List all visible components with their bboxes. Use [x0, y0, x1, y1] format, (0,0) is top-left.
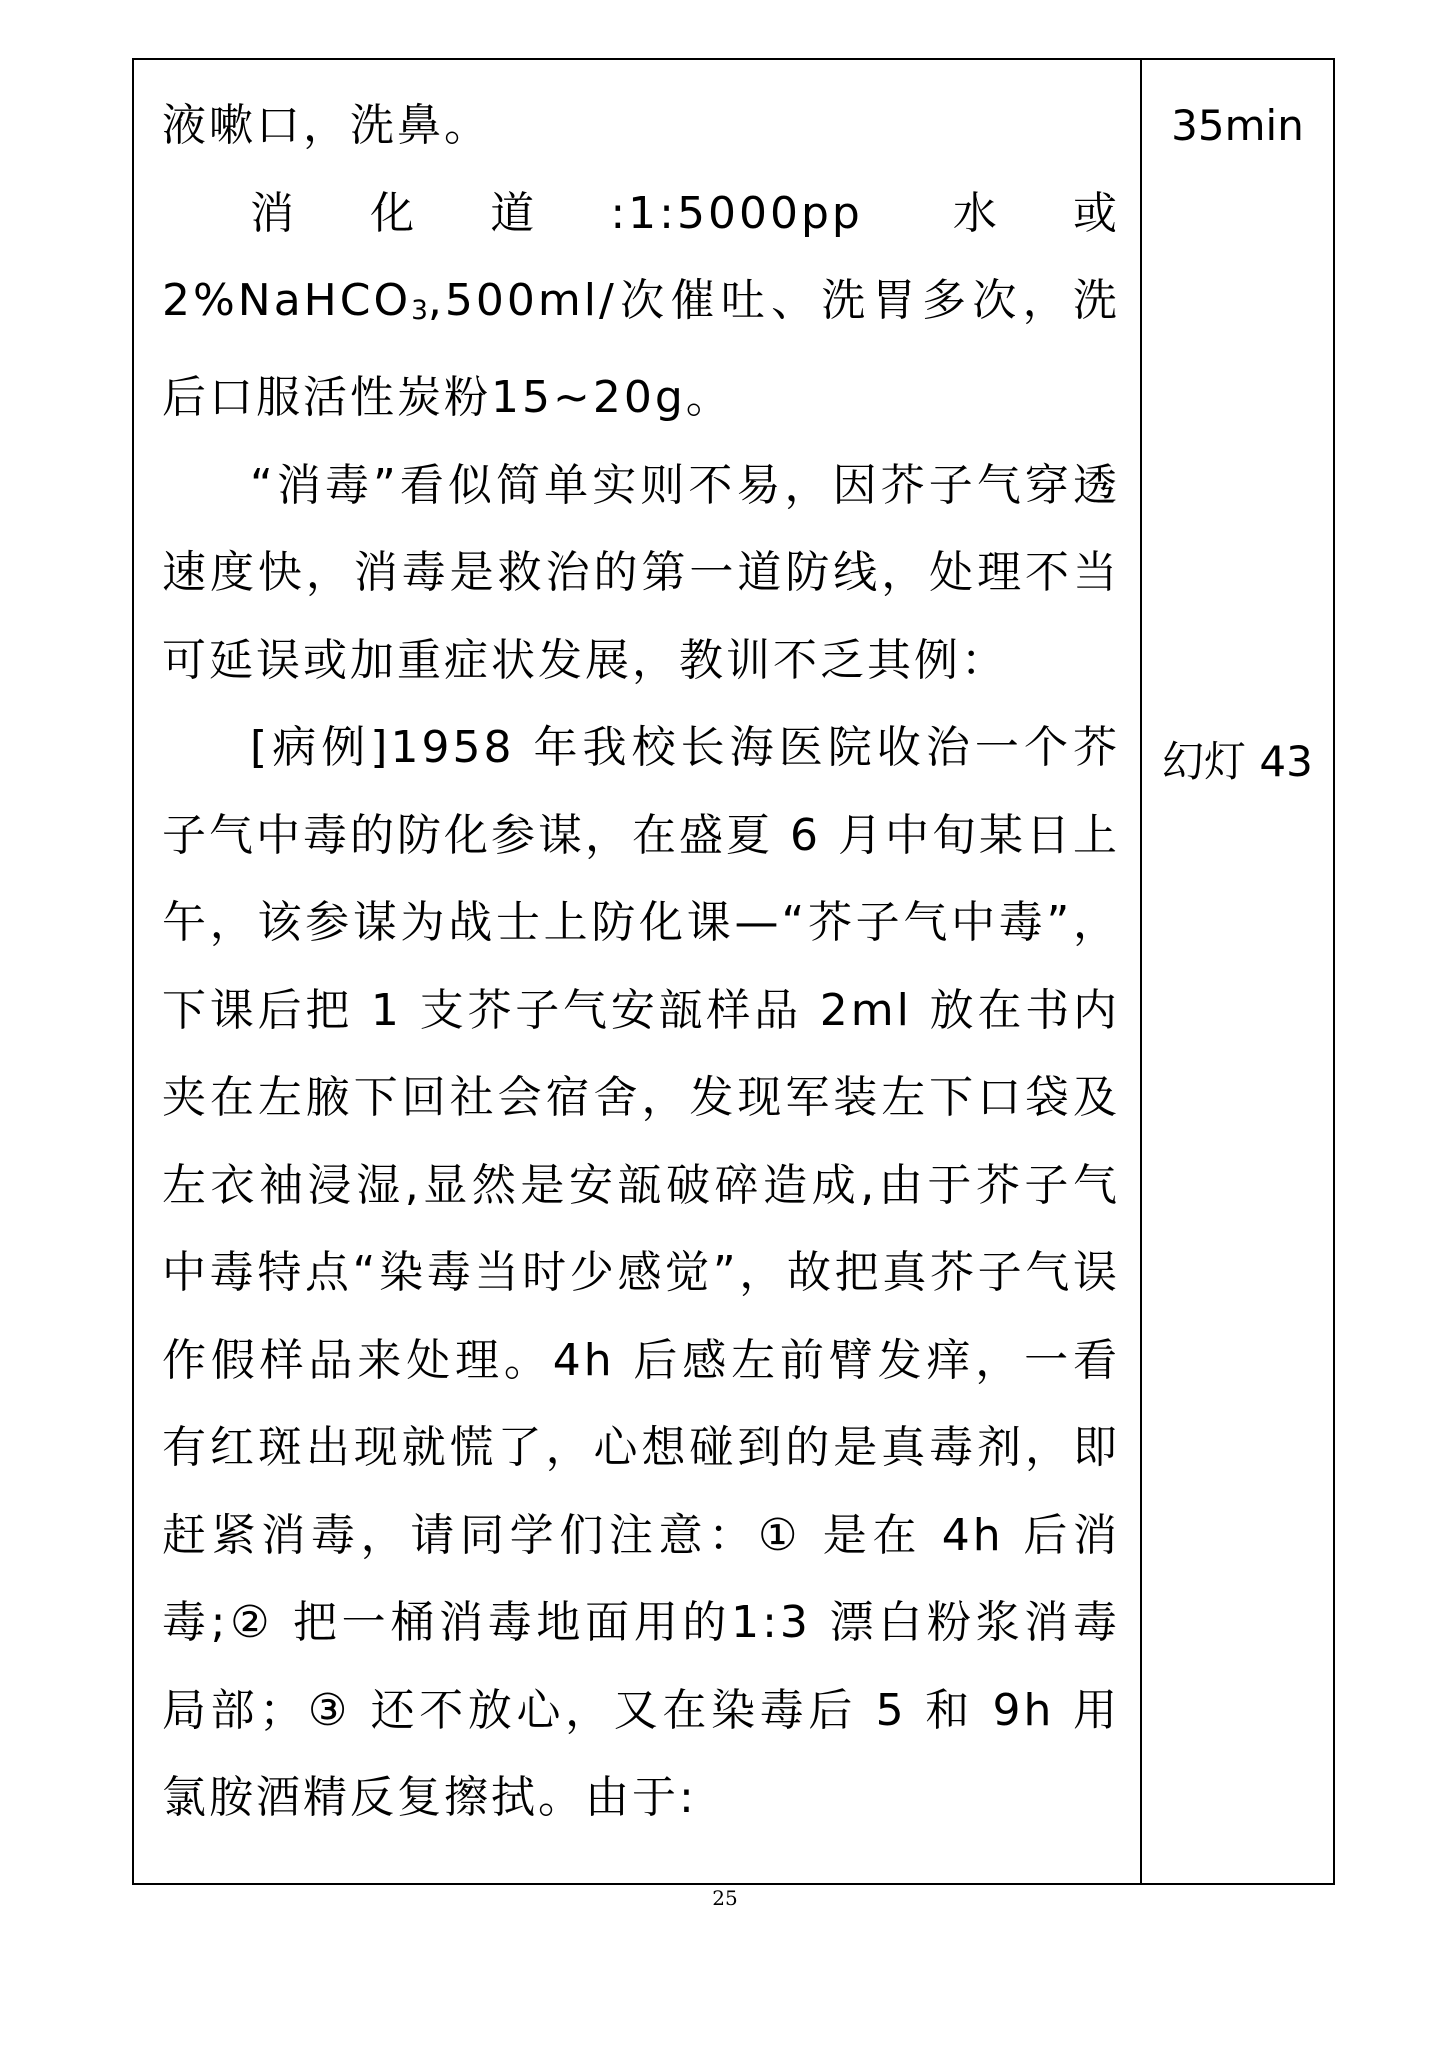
- side-notes-column: [1142, 60, 1333, 1883]
- paragraph-2-text-pre: 消化道:1:5000pp 水或 2%NaHCO: [162, 187, 1120, 326]
- paragraph-2: [162, 170, 1120, 442]
- slide-note: 幻灯 43: [1162, 737, 1313, 786]
- paragraph-1: 液嗽口，洗鼻。: [162, 100, 491, 151]
- paragraph-2-text-post: ,500ml/次催吐、洗胃多次，洗后口服活性炭粉15~20g。: [162, 275, 1120, 424]
- paragraph-3: “消毒”看似简单实则不易，因芥子气穿透速度快，消毒是救治的第一道防线，处理不当可延误或加重症状发展，教训不乏其例：: [162, 459, 1120, 686]
- page-number: 25: [712, 1886, 738, 1910]
- content-table: [132, 58, 1335, 1885]
- paragraph-2-subscript: 3: [411, 294, 428, 326]
- main-text-column: [134, 60, 1142, 1883]
- time-note: 35min: [1171, 101, 1304, 150]
- paragraph-4: [病例]1958 年我校长海医院收治一个芥子气中毒的防化参谋，在盛夏 6 月中旬某日上午，该参谋为战士上防化课—“芥子气中毒”，下课后把 1 支芥子气安瓿样品 2ml 放在书内夹在左腋下回社会宿舍，发现军装左下口袋及左衣袖浸湿,显然是安瓿破碎造成,由于芥子气中毒特点“染毒当时少感觉”，故把真芥子气误作假样品来处理。4h 后感左前臂发痒，一看有红斑出现就慌了，心想碰到的是真毒剂，即赶紧消毒，请同学们注意：① 是在 4h 后消毒;② 把一桶消毒地面用的1:3 漂白粉浆消毒局部；③ 还不放心，又在染毒后 5 和 9h 用氯胺酒精反复擦拭。由于:: [162, 722, 1120, 1824]
